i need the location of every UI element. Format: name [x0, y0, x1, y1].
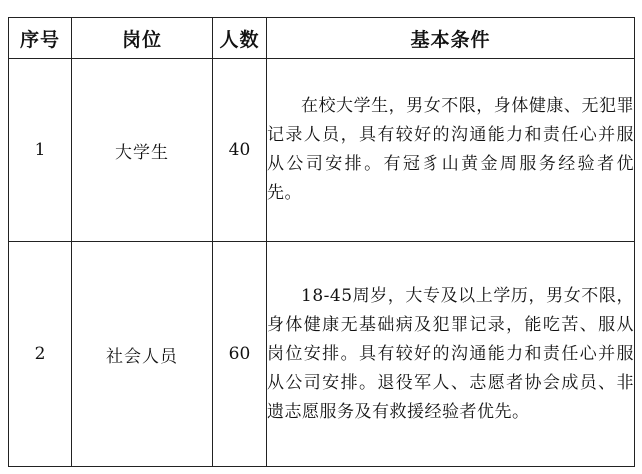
row-count: 40 [213, 59, 267, 242]
header-count: 人数 [213, 18, 267, 59]
row-num: 2 [9, 242, 72, 467]
row-position: 大学生 [72, 59, 213, 242]
table-row [9, 242, 635, 467]
header-requirements: 基本条件 [267, 18, 635, 59]
table-header-row [9, 18, 635, 59]
row-requirements [267, 242, 635, 467]
header-num: 序号 [9, 18, 72, 59]
table-row [9, 59, 635, 242]
row-position: 社会人员 [72, 242, 213, 467]
recruitment-table [8, 17, 635, 467]
row-requirements [267, 59, 635, 242]
requirements-text: 在校大学生，男女不限，身体健康、无犯罪记录人员，具有较好的沟通能力和责任心并服从公司安排。有冠豸山黄金周服务经验者优先。 [267, 96, 634, 203]
row-count: 60 [213, 242, 267, 467]
requirements-text: 18-45周岁，大专及以上学历，男女不限，身体健康无基础病及犯罪记录，能吃苦、服从岗位安排。具有较好的沟通能力和责任心并服从公司安排。退役军人、志愿者协会成员、非遗志愿服务及有救援经验者优先。 [267, 285, 634, 422]
row-num: 1 [9, 59, 72, 242]
header-position: 岗位 [72, 18, 213, 59]
